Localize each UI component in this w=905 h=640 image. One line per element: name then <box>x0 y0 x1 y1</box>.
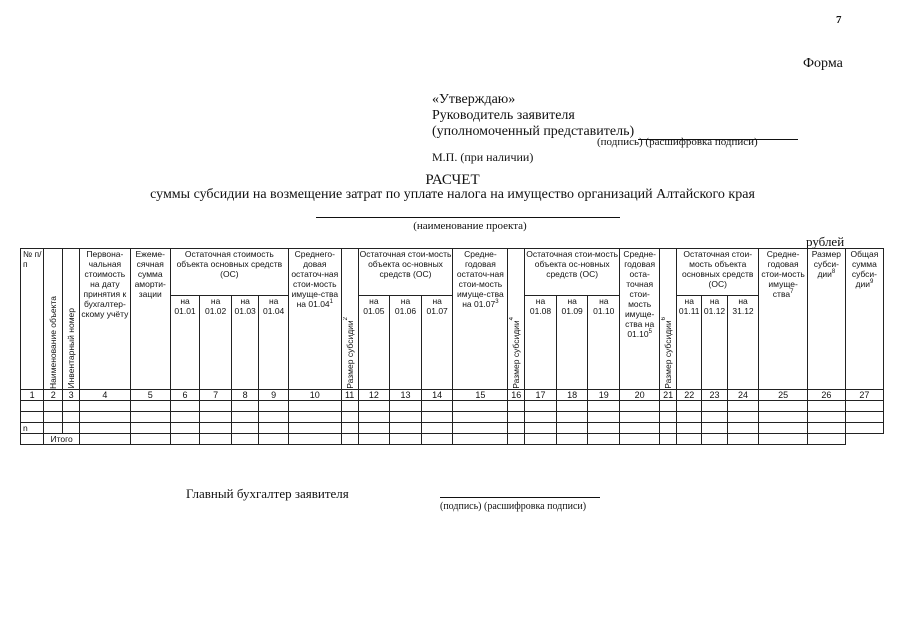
hdr-sub-4: Размер субси-дии <box>811 249 841 279</box>
col-number: 15 <box>453 390 508 401</box>
fn-avg-2: 3 <box>495 299 499 306</box>
col-number: 5 <box>130 390 170 401</box>
col-number: 21 <box>660 390 677 401</box>
document-subtitle: суммы субсидии на возмещение затрат по уплате налога на имущество организаций Алтайского края <box>150 187 755 202</box>
hdr-initial-cost: Первона-чальная стоимость на дату принятия к бухгалтер-скому учёту <box>80 249 131 390</box>
approval-block <box>432 92 798 140</box>
hdr-date: на 01.02 <box>200 296 232 390</box>
hdr-sub-1: Размер субсидии <box>344 320 355 389</box>
currency-label: рублей <box>806 234 845 249</box>
col-number: 18 <box>556 390 588 401</box>
document-heading: РАСЧЕТ <box>425 172 480 188</box>
hdr-date: на 01.06 <box>390 296 422 390</box>
hdr-group-4: Остаточная стои-мость объекта основных средств (ОС) <box>677 249 759 296</box>
hdr-avg-1: Среднего-довая остаточ-ная стои-мость имуще-ства на 01.04 <box>291 249 339 309</box>
col-number: 22 <box>677 390 702 401</box>
table-row <box>21 412 884 423</box>
fn-sub-4: 8 <box>831 269 836 276</box>
fn-avg-1: 1 <box>329 299 333 306</box>
hdr-num: № п/п <box>21 249 44 390</box>
col-number: 8 <box>231 390 258 401</box>
project-name-line <box>316 217 620 218</box>
hdr-total-sub: Общая сумма субси-дии <box>850 249 879 289</box>
col-number: 24 <box>727 390 759 401</box>
col-number: 3 <box>63 390 80 401</box>
hdr-group-3: Остаточная стои-мость объекта ос-новных средств (ОС) <box>525 249 620 296</box>
col-number: 1 <box>21 390 44 401</box>
col-number: 17 <box>525 390 557 401</box>
table-row-n <box>21 423 884 434</box>
seal-note: М.П. (при наличии) <box>432 150 534 164</box>
hdr-monthly-amort: Ежеме-сячная сумма аморти-зации <box>130 249 170 390</box>
hdr-date: на 01.08 <box>525 296 557 390</box>
hdr-avg-3: Средне-годовая оста-точная стои-мость имуще-ства на 01.10 <box>623 249 656 339</box>
col-number: 7 <box>200 390 232 401</box>
hdr-date: на 01.10 <box>588 296 620 390</box>
col-number: 26 <box>807 390 845 401</box>
hdr-date: на 01.01 <box>170 296 200 390</box>
hdr-avg-4: Средне-годовая стои-мость имуще-ства <box>761 249 805 299</box>
col-number: 11 <box>341 390 358 401</box>
column-number-row <box>21 390 884 401</box>
approve-line-2: Руководитель заявителя <box>432 108 575 123</box>
col-number: 6 <box>170 390 200 401</box>
fn-total-sub: 9 <box>869 279 874 286</box>
hdr-sub-2: Размер субсидии <box>511 320 522 389</box>
hdr-date: на 01.11 <box>677 296 702 390</box>
hdr-avg-2: Средне-годовая остаточ-ная стои-мость имуще-ства на 01.07 <box>456 249 504 309</box>
chief-signature-line <box>440 497 600 498</box>
hdr-group-2: Остаточная стои-мость объекта ос-новных средств (ОС) <box>358 249 453 296</box>
hdr-date: на 31.12 <box>727 296 759 390</box>
signature-caption: (подпись) (расшифровка подписи) <box>597 136 758 148</box>
hdr-date: на 01.05 <box>358 296 390 390</box>
hdr-group-1: Остаточная стоимость объекта основных средств (ОС) <box>170 249 288 296</box>
col-number: 16 <box>508 390 525 401</box>
chief-signature-caption: (подпись) (расшифровка подписи) <box>440 501 587 512</box>
col-number: 19 <box>588 390 620 401</box>
approve-line-1: «Утверждаю» <box>432 92 516 107</box>
col-number: 10 <box>288 390 341 401</box>
col-number: 25 <box>759 390 808 401</box>
col-number: 2 <box>44 390 63 401</box>
hdr-date: на 01.03 <box>231 296 258 390</box>
project-caption: (наименование проекта) <box>413 220 527 232</box>
col-number: 4 <box>80 390 131 401</box>
fn-avg-4: 7 <box>790 289 794 296</box>
fn-sub-1: 2 <box>342 317 349 321</box>
fn-sub-3: 6 <box>661 317 668 321</box>
table-row <box>21 401 884 412</box>
hdr-sub-3: Размер субсидии <box>663 320 674 389</box>
col-number: 12 <box>358 390 390 401</box>
row-n-label: n <box>21 423 44 434</box>
total-row <box>21 434 884 445</box>
col-number: 13 <box>390 390 422 401</box>
form-label: Форма <box>803 56 843 71</box>
col-number: 20 <box>620 390 660 401</box>
hdr-date: на 01.12 <box>702 296 727 390</box>
calculation-table <box>20 248 884 445</box>
col-number: 27 <box>845 390 883 401</box>
fn-avg-3: 5 <box>648 329 652 336</box>
col-number: 23 <box>702 390 727 401</box>
hdr-date: на 01.04 <box>259 296 289 390</box>
col-number: 14 <box>421 390 453 401</box>
hdr-date: на 01.07 <box>421 296 453 390</box>
page-number: 7 <box>836 14 842 26</box>
hdr-inv: Инвентарный номер <box>66 308 77 389</box>
total-label: Итого <box>44 434 80 445</box>
fn-sub-2: 4 <box>509 317 516 321</box>
approve-line-3: (уполномоченный представитель) <box>432 124 635 139</box>
hdr-name: Наименование объекта <box>48 296 59 389</box>
col-number: 9 <box>259 390 289 401</box>
chief-accountant-label: Главный бухгалтер заявителя <box>186 486 349 501</box>
hdr-date: на 01.09 <box>556 296 588 390</box>
